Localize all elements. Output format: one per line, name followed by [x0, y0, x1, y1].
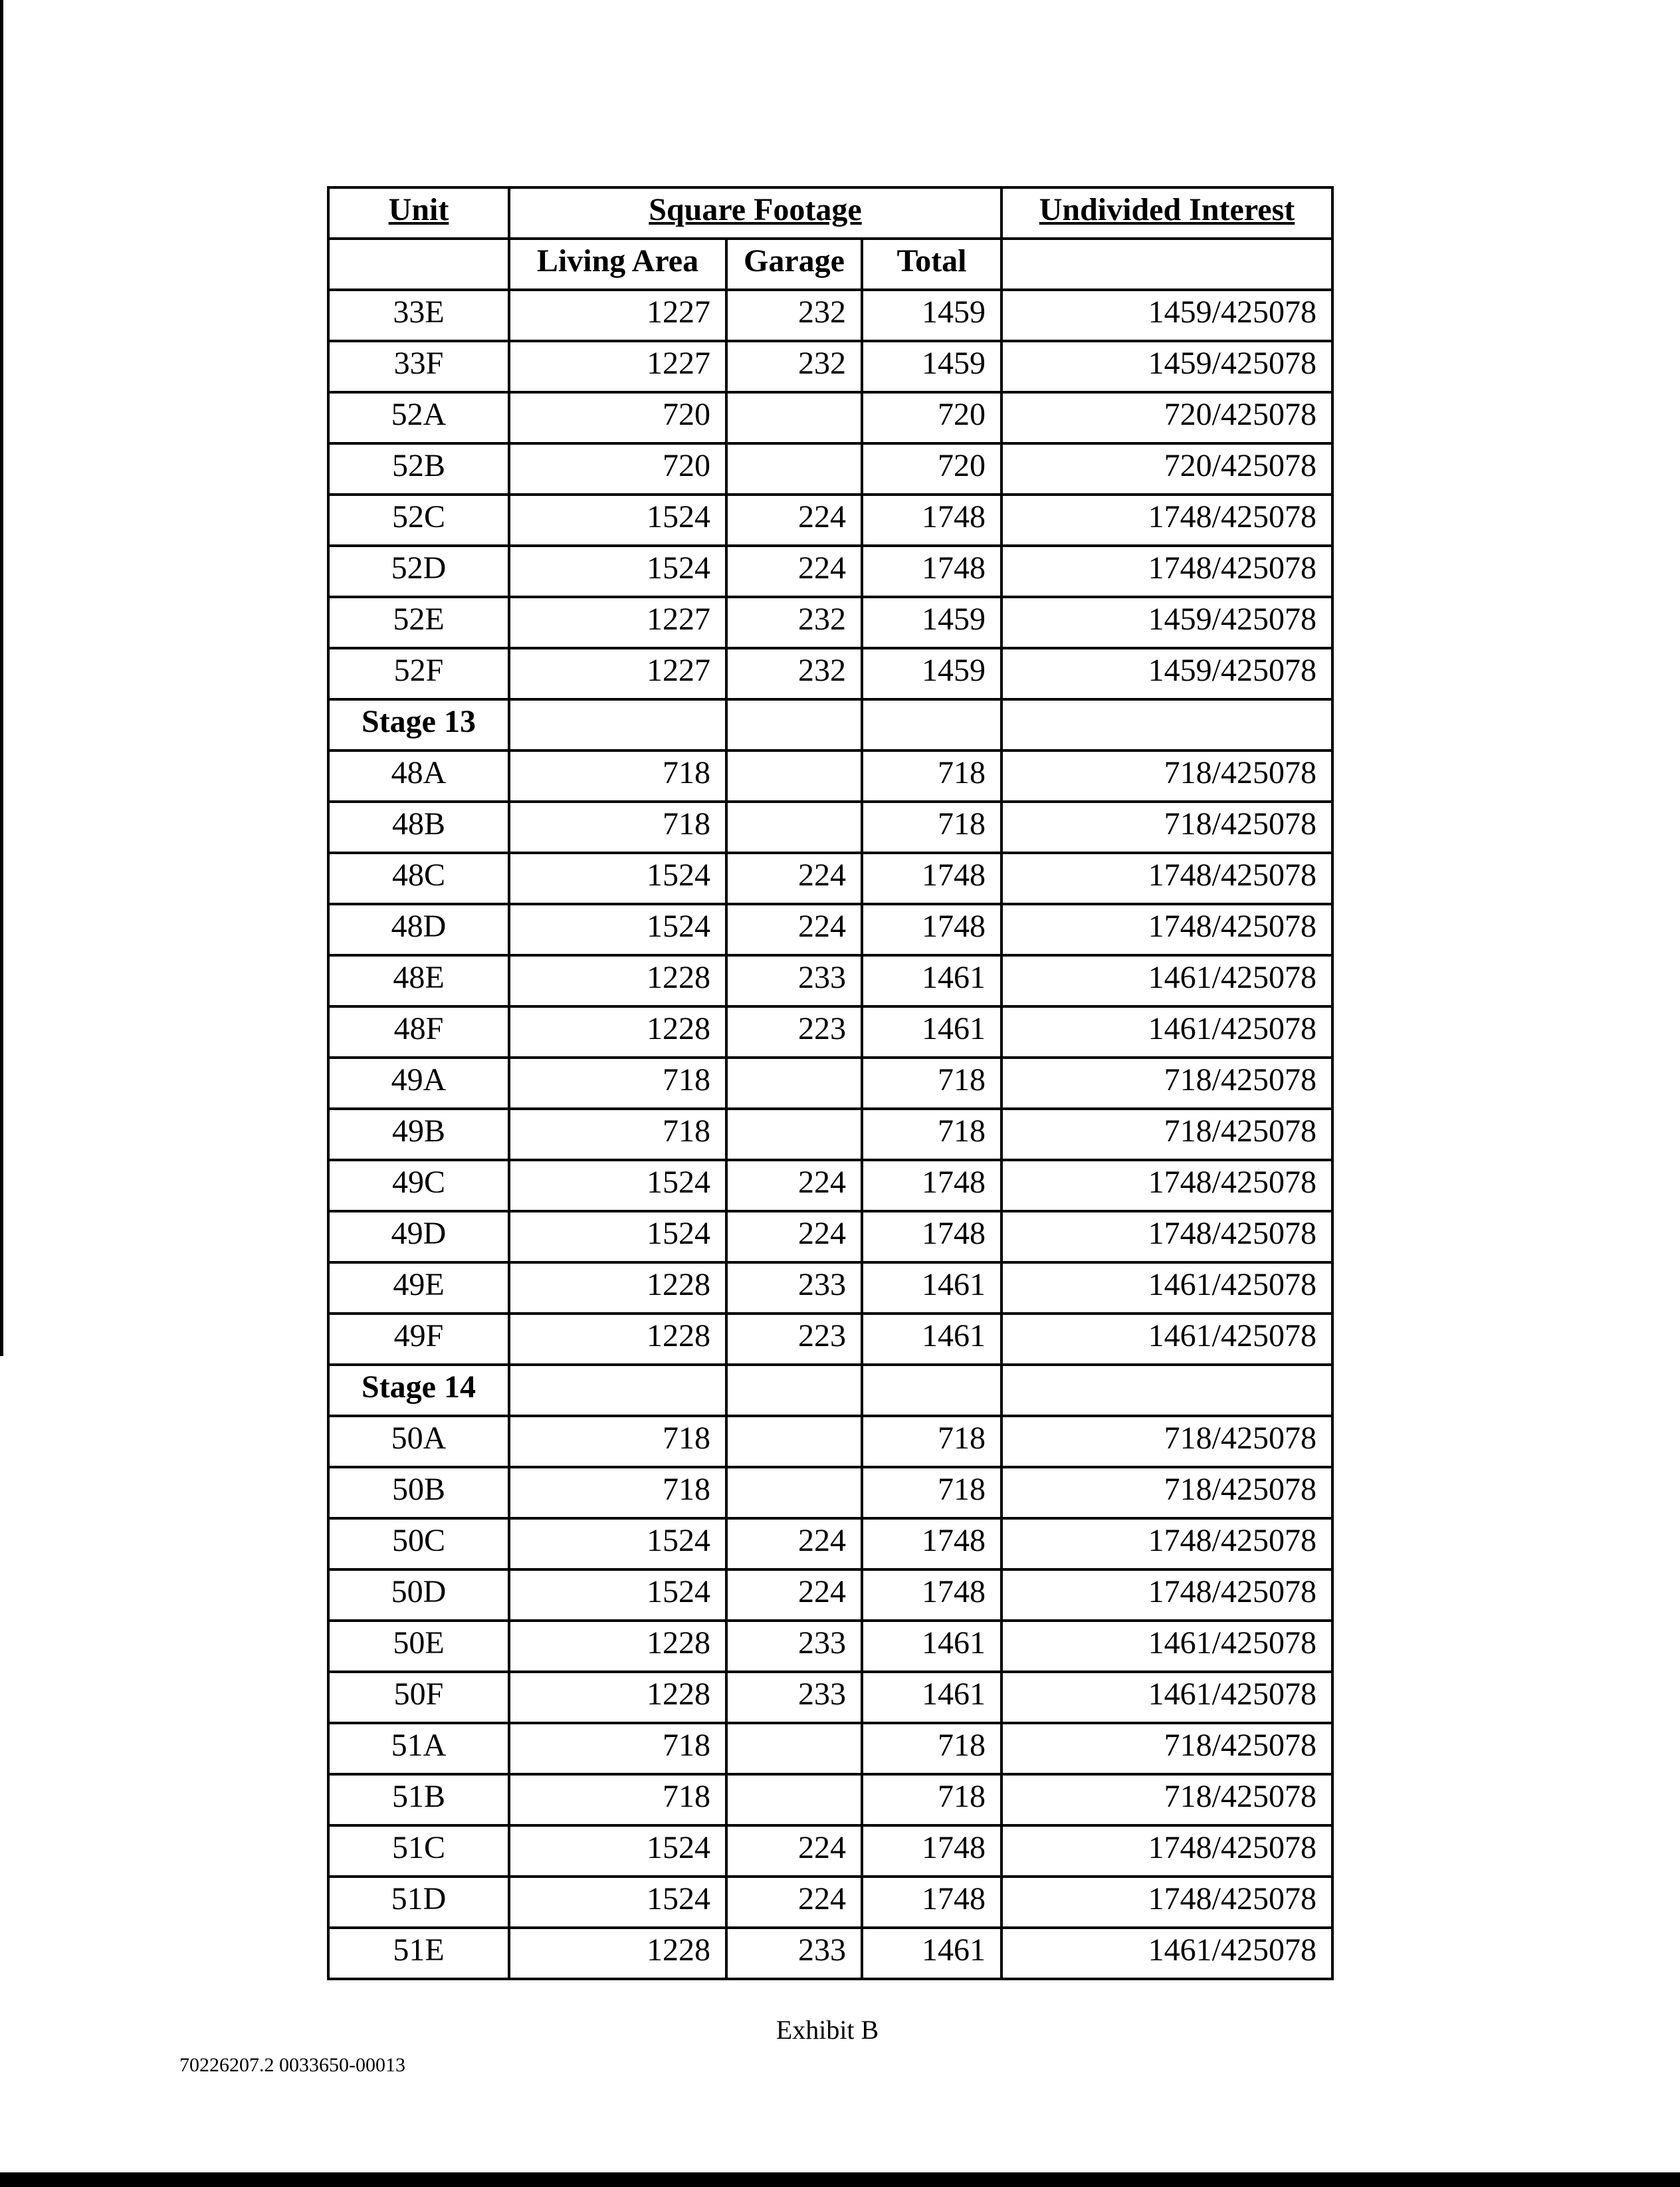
table-row [328, 597, 1332, 648]
undivided-interest-cell: 1748/425078 [1001, 1518, 1332, 1569]
living-area-cell: 1524 [509, 1569, 726, 1621]
total-cell: 1461 [862, 1262, 1001, 1314]
unit-cell: 48A [328, 750, 509, 802]
total-cell: 1748 [862, 1825, 1001, 1877]
living-area-cell: 1524 [509, 853, 726, 904]
garage-cell: 224 [726, 904, 862, 955]
undivided-interest-cell: 1459/425078 [1001, 290, 1332, 341]
unit-cell: 49D [328, 1211, 509, 1262]
unit-cell: 50E [328, 1621, 509, 1672]
undivided-interest-cell: 1748/425078 [1001, 1160, 1332, 1211]
table-row [328, 802, 1332, 853]
garage-cell: 224 [726, 1160, 862, 1211]
undivided-interest-cell: 1748/425078 [1001, 495, 1332, 546]
living-area-cell: 1228 [509, 1672, 726, 1723]
living-area-cell: 1524 [509, 904, 726, 955]
unit-cell: 49B [328, 1109, 509, 1160]
undivided-interest-cell: 718/425078 [1001, 802, 1332, 853]
living-area-cell: 718 [509, 1058, 726, 1109]
garage-cell: 224 [726, 1518, 862, 1569]
total-cell: 718 [862, 1467, 1001, 1518]
living-area-cell: 1227 [509, 648, 726, 699]
total-cell: 718 [862, 1109, 1001, 1160]
garage-cell: 223 [726, 1006, 862, 1058]
total-cell [862, 1365, 1001, 1416]
scan-edge-bottom [0, 2172, 1680, 2187]
table-row [328, 1928, 1332, 1979]
garage-cell: 233 [726, 955, 862, 1006]
living-area-cell: 1228 [509, 955, 726, 1006]
living-area-cell: 1227 [509, 341, 726, 392]
living-area-cell [509, 699, 726, 750]
unit-cell: Stage 13 [328, 699, 509, 750]
garage-cell: 233 [726, 1928, 862, 1979]
total-cell [862, 699, 1001, 750]
undivided-interest-cell: 1748/425078 [1001, 1569, 1332, 1621]
stage-row [328, 1365, 1332, 1416]
undivided-interest-cell: 1461/425078 [1001, 1672, 1332, 1723]
table-row [328, 392, 1332, 443]
living-area-cell: 718 [509, 1109, 726, 1160]
header-row-primary [328, 187, 1332, 239]
table-row [328, 904, 1332, 955]
total-cell: 1461 [862, 1006, 1001, 1058]
garage-cell: 232 [726, 341, 862, 392]
garage-cell: 233 [726, 1672, 862, 1723]
garage-cell: 224 [726, 853, 862, 904]
living-area-cell: 1524 [509, 1211, 726, 1262]
undivided-interest-cell: 1459/425078 [1001, 597, 1332, 648]
garage-cell: 232 [726, 290, 862, 341]
total-cell: 1459 [862, 341, 1001, 392]
table-row [328, 1877, 1332, 1928]
undivided-interest-cell: 1461/425078 [1001, 955, 1332, 1006]
garage-cell: 224 [726, 1877, 862, 1928]
unit-cell: 51B [328, 1774, 509, 1825]
undivided-interest-cell: 1748/425078 [1001, 1825, 1332, 1877]
unit-cell: 33F [328, 341, 509, 392]
undivided-interest-cell [1001, 1365, 1332, 1416]
undivided-interest-cell: 1748/425078 [1001, 853, 1332, 904]
header-row-secondary [328, 239, 1332, 290]
unit-cell: 52B [328, 443, 509, 495]
table-row [328, 1825, 1332, 1877]
table-row [328, 546, 1332, 597]
unit-cell: 52E [328, 597, 509, 648]
scan-edge-left [0, 0, 3, 1356]
garage-cell: 232 [726, 597, 862, 648]
living-area-cell: 720 [509, 443, 726, 495]
unit-cell: 51A [328, 1723, 509, 1774]
garage-cell: 224 [726, 495, 862, 546]
total-cell: 718 [862, 1058, 1001, 1109]
undivided-interest-cell: 1461/425078 [1001, 1314, 1332, 1365]
undivided-interest-cell: 718/425078 [1001, 1058, 1332, 1109]
undivided-interest-cell: 718/425078 [1001, 1416, 1332, 1467]
unit-cell: 48B [328, 802, 509, 853]
total-cell: 1459 [862, 290, 1001, 341]
table-row [328, 1006, 1332, 1058]
garage-cell: 233 [726, 1621, 862, 1672]
garage-cell: 223 [726, 1314, 862, 1365]
garage-cell [726, 1058, 862, 1109]
table-row [328, 495, 1332, 546]
living-area-cell: 1524 [509, 1160, 726, 1211]
undivided-interest-cell: 1461/425078 [1001, 1262, 1332, 1314]
undivided-interest-cell: 1459/425078 [1001, 648, 1332, 699]
table-row [328, 1211, 1332, 1262]
unit-cell: 51C [328, 1825, 509, 1877]
undivided-interest-cell: 720/425078 [1001, 392, 1332, 443]
total-cell: 1459 [862, 648, 1001, 699]
living-area-cell: 718 [509, 750, 726, 802]
undivided-interest-cell: 1748/425078 [1001, 546, 1332, 597]
unit-cell: 49C [328, 1160, 509, 1211]
living-area-cell: 1227 [509, 290, 726, 341]
garage-cell: 224 [726, 546, 862, 597]
living-area-cell: 1228 [509, 1621, 726, 1672]
header-square-footage: Square Footage [509, 187, 1001, 239]
table-row [328, 1058, 1332, 1109]
living-area-cell: 1524 [509, 1518, 726, 1569]
table-row [328, 955, 1332, 1006]
unit-cell: 51D [328, 1877, 509, 1928]
garage-cell [726, 392, 862, 443]
table-row [328, 1314, 1332, 1365]
total-cell: 1461 [862, 955, 1001, 1006]
living-area-cell: 1524 [509, 1877, 726, 1928]
living-area-cell: 718 [509, 802, 726, 853]
unit-cell: 50C [328, 1518, 509, 1569]
living-area-cell: 1524 [509, 546, 726, 597]
table-body [328, 290, 1332, 1979]
unit-interest-table [327, 186, 1334, 1980]
unit-cell: 52D [328, 546, 509, 597]
table-row [328, 1109, 1332, 1160]
undivided-interest-cell: 718/425078 [1001, 1774, 1332, 1825]
stage-row [328, 699, 1332, 750]
undivided-interest-cell: 718/425078 [1001, 1723, 1332, 1774]
total-cell: 1748 [862, 546, 1001, 597]
unit-cell: 52C [328, 495, 509, 546]
undivided-interest-cell: 718/425078 [1001, 1467, 1332, 1518]
garage-cell: 224 [726, 1825, 862, 1877]
total-cell: 718 [862, 1723, 1001, 1774]
living-area-cell: 718 [509, 1774, 726, 1825]
unit-cell: 50D [328, 1569, 509, 1621]
header-garage: Garage [726, 239, 862, 290]
unit-cell: 48F [328, 1006, 509, 1058]
living-area-cell: 1524 [509, 495, 726, 546]
garage-cell [726, 1774, 862, 1825]
table-row [328, 853, 1332, 904]
unit-cell: 50F [328, 1672, 509, 1723]
total-cell: 720 [862, 443, 1001, 495]
table-row [328, 1723, 1332, 1774]
total-cell: 1461 [862, 1672, 1001, 1723]
living-area-cell: 1228 [509, 1262, 726, 1314]
table-row [328, 1262, 1332, 1314]
header-unit: Unit [328, 187, 509, 239]
unit-cell: 49F [328, 1314, 509, 1365]
unit-cell: 52A [328, 392, 509, 443]
garage-cell [726, 750, 862, 802]
total-cell: 1748 [862, 1160, 1001, 1211]
total-cell: 1748 [862, 495, 1001, 546]
document-code: 70226207.2 0033650-00013 [179, 2054, 405, 2076]
living-area-cell: 1228 [509, 1006, 726, 1058]
unit-cell: 33E [328, 290, 509, 341]
total-cell: 718 [862, 802, 1001, 853]
garage-cell [726, 1467, 862, 1518]
garage-cell [726, 1723, 862, 1774]
table-row [328, 1569, 1332, 1621]
table-row [328, 1518, 1332, 1569]
unit-cell: 48C [328, 853, 509, 904]
header-blank-interest [1001, 239, 1332, 290]
table-row [328, 1416, 1332, 1467]
living-area-cell: 720 [509, 392, 726, 443]
total-cell: 1748 [862, 1211, 1001, 1262]
garage-cell [726, 1365, 862, 1416]
living-area-cell [509, 1365, 726, 1416]
total-cell: 1748 [862, 853, 1001, 904]
total-cell: 1748 [862, 904, 1001, 955]
undivided-interest-cell: 718/425078 [1001, 1109, 1332, 1160]
undivided-interest-cell: 1461/425078 [1001, 1006, 1332, 1058]
undivided-interest-cell: 1748/425078 [1001, 1211, 1332, 1262]
table-row [328, 1774, 1332, 1825]
unit-cell: 50A [328, 1416, 509, 1467]
header-undivided-interest: Undivided Interest [1001, 187, 1332, 239]
unit-cell: 49A [328, 1058, 509, 1109]
table-row [328, 1672, 1332, 1723]
table-row [328, 1467, 1332, 1518]
total-cell: 1461 [862, 1621, 1001, 1672]
exhibit-label: Exhibit B [776, 2015, 879, 2045]
living-area-cell: 1228 [509, 1928, 726, 1979]
unit-cell: 51E [328, 1928, 509, 1979]
garage-cell: 224 [726, 1569, 862, 1621]
total-cell: 1748 [862, 1518, 1001, 1569]
total-cell: 1748 [862, 1569, 1001, 1621]
table-row [328, 1160, 1332, 1211]
garage-cell: 232 [726, 648, 862, 699]
living-area-cell: 718 [509, 1467, 726, 1518]
garage-cell [726, 1109, 862, 1160]
unit-cell: 52F [328, 648, 509, 699]
unit-cell: 48D [328, 904, 509, 955]
undivided-interest-cell: 1461/425078 [1001, 1928, 1332, 1979]
undivided-interest-cell: 1459/425078 [1001, 341, 1332, 392]
undivided-interest-cell [1001, 699, 1332, 750]
undivided-interest-cell: 1748/425078 [1001, 1877, 1332, 1928]
table-row [328, 443, 1332, 495]
living-area-cell: 1524 [509, 1825, 726, 1877]
total-cell: 1461 [862, 1928, 1001, 1979]
undivided-interest-cell: 1748/425078 [1001, 904, 1332, 955]
table-row [328, 290, 1332, 341]
unit-cell: 49E [328, 1262, 509, 1314]
living-area-cell: 718 [509, 1416, 726, 1467]
table-row [328, 750, 1332, 802]
unit-cell: Stage 14 [328, 1365, 509, 1416]
undivided-interest-cell: 720/425078 [1001, 443, 1332, 495]
garage-cell [726, 802, 862, 853]
living-area-cell: 1227 [509, 597, 726, 648]
undivided-interest-cell: 718/425078 [1001, 750, 1332, 802]
total-cell: 1748 [862, 1877, 1001, 1928]
garage-cell: 224 [726, 1211, 862, 1262]
total-cell: 718 [862, 1416, 1001, 1467]
garage-cell [726, 699, 862, 750]
garage-cell [726, 1416, 862, 1467]
total-cell: 1459 [862, 597, 1001, 648]
table-row [328, 341, 1332, 392]
total-cell: 718 [862, 1774, 1001, 1825]
table-row [328, 648, 1332, 699]
unit-cell: 48E [328, 955, 509, 1006]
total-cell: 720 [862, 392, 1001, 443]
undivided-interest-cell: 1461/425078 [1001, 1621, 1332, 1672]
header-blank-unit [328, 239, 509, 290]
header-living-area: Living Area [509, 239, 726, 290]
unit-cell: 50B [328, 1467, 509, 1518]
total-cell: 1461 [862, 1314, 1001, 1365]
header-total: Total [862, 239, 1001, 290]
garage-cell [726, 443, 862, 495]
garage-cell: 233 [726, 1262, 862, 1314]
living-area-cell: 718 [509, 1723, 726, 1774]
living-area-cell: 1228 [509, 1314, 726, 1365]
table-row [328, 1621, 1332, 1672]
total-cell: 718 [862, 750, 1001, 802]
